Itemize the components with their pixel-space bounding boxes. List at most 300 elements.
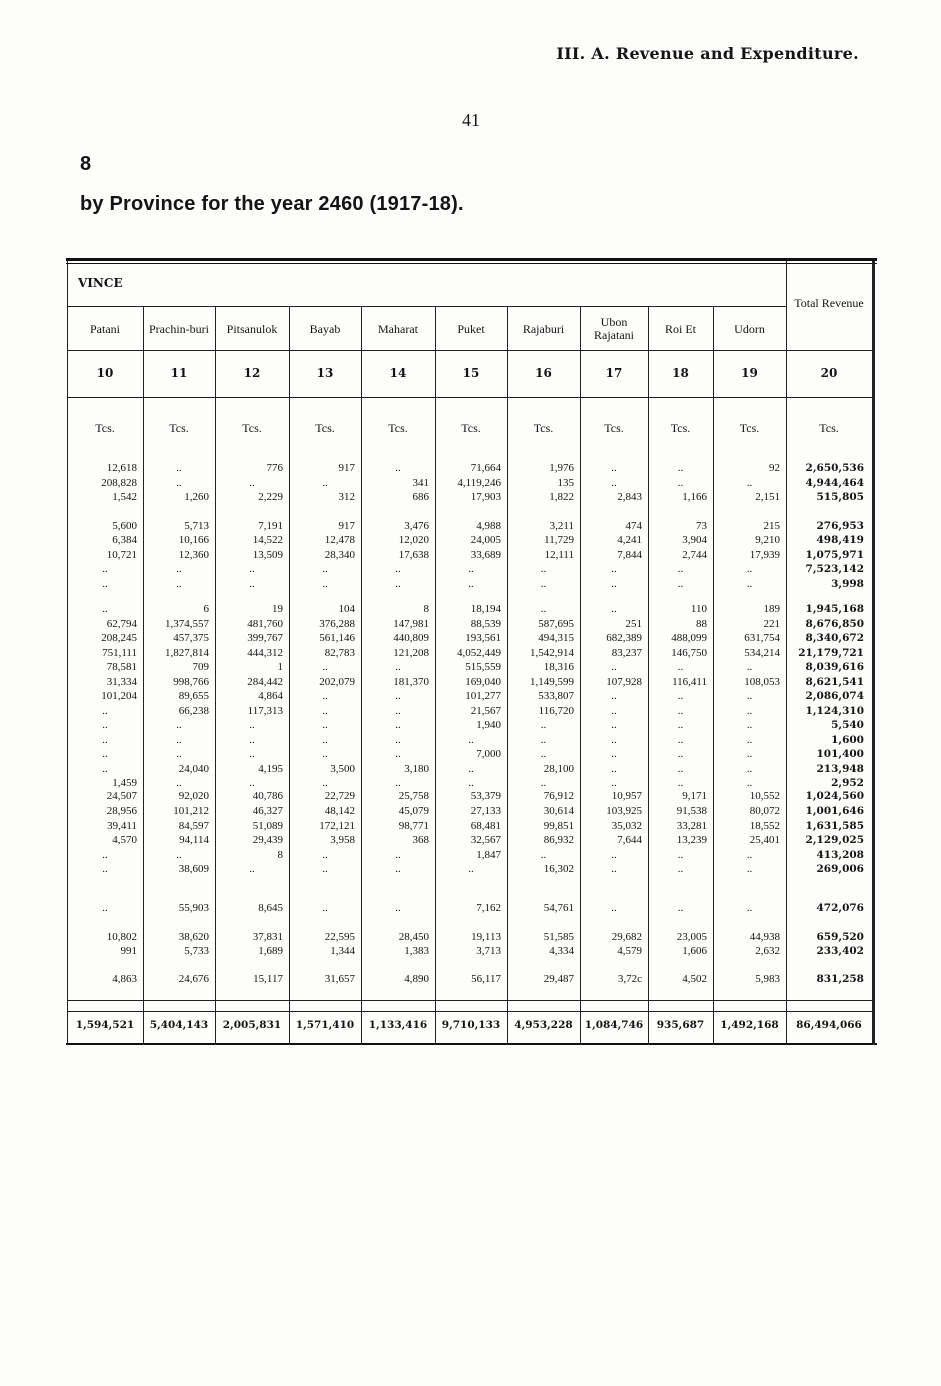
table-cell: .. <box>249 477 255 489</box>
grand-total-cell: 1,133,416 <box>368 1019 428 1031</box>
grand-total-cell: 935,687 <box>656 1019 705 1031</box>
table-cell: 1 <box>277 661 283 673</box>
table-cell: .. <box>468 734 474 746</box>
table-cell: 208,828 <box>101 477 137 489</box>
table-cell: .. <box>746 578 753 590</box>
table-cell: .. <box>540 578 547 590</box>
table-cell: 5,600 <box>112 520 137 532</box>
table-cell: 1,847 <box>476 849 501 861</box>
table-cell: .. <box>746 849 753 861</box>
table-cell: .. <box>468 863 474 875</box>
table-cell: 24,005 <box>470 534 501 546</box>
table-number: 8 <box>80 153 92 175</box>
total-cell: 498,419 <box>816 534 864 546</box>
table-cell: .. <box>468 777 474 789</box>
table-cell: 4,863 <box>112 973 137 985</box>
table-cell: 83,237 <box>611 647 642 659</box>
table-cell: 86,932 <box>543 834 574 846</box>
table-cell: 101,277 <box>465 690 501 702</box>
table-cell: .. <box>540 849 547 861</box>
table-cell: 6,384 <box>112 534 137 546</box>
table-cell: 14,522 <box>252 534 283 546</box>
grand-total-cell: 1,571,410 <box>295 1019 355 1031</box>
table-cell: 88,539 <box>470 618 501 630</box>
table-cell: .. <box>468 578 474 590</box>
table-cell: 399,767 <box>247 632 283 644</box>
table-cell: 1,542,914 <box>530 647 574 659</box>
table-cell: .. <box>249 719 255 731</box>
table-cell: 998,766 <box>173 676 209 688</box>
table-cell: .. <box>611 477 617 489</box>
unit-label: Tcs. <box>739 421 760 435</box>
column-number: 14 <box>389 366 407 380</box>
row-divider <box>67 1011 872 1012</box>
table-cell: 108,053 <box>744 676 780 688</box>
table-cell: 10,721 <box>106 549 137 561</box>
table-cell: 3,713 <box>476 945 501 957</box>
table-cell: 8 <box>277 849 283 861</box>
table-cell: 25,401 <box>749 834 780 846</box>
total-cell: 2,129,025 <box>805 834 864 846</box>
table-cell: .. <box>611 777 617 789</box>
table-cell: 45,079 <box>398 805 429 817</box>
column-header: Rajaburi <box>522 321 565 336</box>
table-cell: 48,142 <box>324 805 355 817</box>
table-cell: .. <box>322 477 328 489</box>
table-cell: 38,620 <box>178 931 209 943</box>
table-cell: .. <box>540 748 547 760</box>
table-cell: 709 <box>192 661 209 673</box>
column-number: 10 <box>96 366 114 380</box>
table-cell: .. <box>102 705 108 717</box>
unit-label: Tcs. <box>95 421 115 435</box>
table-cell: 17,903 <box>470 491 501 503</box>
table-cell: 2,744 <box>682 549 707 561</box>
table-cell: 51,089 <box>252 820 283 832</box>
grand-total-cell: 5,404,143 <box>149 1019 209 1031</box>
table-cell: 917 <box>338 462 355 474</box>
table-cell: 4,864 <box>258 690 283 702</box>
table-cell: 208,245 <box>101 632 137 644</box>
table-cell: 24,507 <box>106 790 137 802</box>
table-cell: .. <box>677 863 684 875</box>
table-cell: 21,567 <box>470 705 501 717</box>
grand-total-cell: 1,594,521 <box>75 1019 135 1031</box>
table-cell: .. <box>611 603 617 615</box>
total-cell: 413,208 <box>816 849 864 861</box>
unit-label: Tcs. <box>388 421 408 435</box>
table-cell: .. <box>102 563 108 575</box>
table-cell: 4,579 <box>617 945 642 957</box>
row-divider <box>67 350 872 351</box>
page-subtitle: by Province for the year 2460 (1917-18). <box>80 193 464 215</box>
table-cell: .. <box>176 777 182 789</box>
grand-total-cell: 2,005,831 <box>222 1019 282 1031</box>
table-cell: .. <box>102 719 108 731</box>
table-cell: 31,334 <box>106 676 137 688</box>
table-cell: .. <box>611 578 617 590</box>
table-cell: 10,957 <box>611 790 642 802</box>
table-cell: 284,442 <box>247 676 283 688</box>
table-cell: 101,212 <box>173 805 209 817</box>
table-cell: 12,111 <box>544 549 574 561</box>
column-number: 18 <box>672 366 689 380</box>
table-cell: 251 <box>625 618 642 630</box>
table-cell: 4,052,449 <box>457 647 501 659</box>
table-cell: 4,195 <box>258 763 283 775</box>
table-cell: 15,117 <box>253 973 283 985</box>
table-cell: .. <box>249 777 255 789</box>
column-number: 17 <box>605 366 623 380</box>
table-cell: 104 <box>338 603 355 615</box>
table-cell: 488,099 <box>671 632 707 644</box>
table-cell: .. <box>322 777 328 789</box>
column-header: Maharat <box>378 321 418 336</box>
total-cell: 3,998 <box>831 578 864 590</box>
table-cell: 107,928 <box>606 676 642 688</box>
section-title: III. A. Revenue and Expenditure. <box>556 44 859 63</box>
table-cell: 3,211 <box>549 520 574 532</box>
table-cell: .. <box>395 563 401 575</box>
table-cell: 78,581 <box>106 661 137 673</box>
table-cell: .. <box>677 763 684 775</box>
table-cell: .. <box>677 690 684 702</box>
table-cell: .. <box>746 563 753 575</box>
table-cell: 172,121 <box>319 820 355 832</box>
table-cell: .. <box>540 719 547 731</box>
total-cell: 1,075,971 <box>805 549 864 561</box>
table-cell: 62,794 <box>106 618 137 630</box>
table-cell: 3,904 <box>682 534 707 546</box>
table-cell: 4,988 <box>476 520 501 532</box>
table-cell: 101,204 <box>101 690 137 702</box>
total-cell: 21,179,721 <box>798 647 864 659</box>
table-cell: 68,481 <box>470 820 501 832</box>
table-cell: 494,315 <box>538 632 574 644</box>
column-number: 19 <box>741 366 758 380</box>
table-cell: .. <box>746 763 753 775</box>
table-cell: .. <box>611 563 617 575</box>
table-cell: .. <box>102 763 108 775</box>
table-cell: .. <box>468 563 474 575</box>
table-cell: .. <box>395 734 401 746</box>
table-cell: 10,552 <box>749 790 780 802</box>
total-cell: 8,676,850 <box>805 618 864 630</box>
table-cell: .. <box>395 902 401 914</box>
table-cell: 169,040 <box>465 676 501 688</box>
table-cell: 8,645 <box>258 902 283 914</box>
table-cell: 37,831 <box>252 931 283 943</box>
table-cell: .. <box>322 661 328 673</box>
table-cell: 88 <box>696 618 707 630</box>
table-cell: 3,958 <box>330 834 355 846</box>
column-number: 16 <box>535 366 552 380</box>
grand-total-cell: 1,492,168 <box>720 1019 779 1031</box>
unit-label: Tcs. <box>242 421 262 435</box>
table-cell: .. <box>395 661 401 673</box>
total-cell: 2,952 <box>831 777 864 789</box>
table-cell: .. <box>249 748 255 760</box>
table-cell: .. <box>249 734 255 746</box>
table-cell: 2,151 <box>755 491 780 503</box>
table-cell: 22,595 <box>324 931 355 943</box>
table-cell: .. <box>611 849 617 861</box>
table-cell: 1,383 <box>404 945 429 957</box>
total-cell: 831,258 <box>816 973 864 985</box>
table-cell: 29,439 <box>252 834 283 846</box>
unit-label: Tcs. <box>315 421 335 435</box>
table-cell: 561,146 <box>319 632 355 644</box>
table-cell: 682,389 <box>606 632 642 644</box>
table-cell: 29,682 <box>611 931 642 943</box>
total-cell: 1,631,585 <box>805 820 864 832</box>
table-cell: 3,72c <box>617 973 642 985</box>
table-cell: 32,567 <box>470 834 501 846</box>
column-header: Roi Et <box>664 321 696 336</box>
table-cell: 631,754 <box>744 632 780 644</box>
table-cell: .. <box>677 477 684 489</box>
table-cell: 4,570 <box>112 834 137 846</box>
table-cell: 312 <box>338 491 355 503</box>
table-cell: 4,241 <box>617 534 642 546</box>
table-cell: 376,288 <box>319 618 355 630</box>
table-cell: .. <box>746 748 753 760</box>
table-cell: 56,117 <box>471 973 501 985</box>
table-cell: 1,689 <box>258 945 283 957</box>
table-cell: .. <box>176 462 182 474</box>
table-cell: 7,191 <box>258 520 283 532</box>
table-cell: 33,689 <box>470 549 501 561</box>
table-cell: 1,940 <box>476 719 501 731</box>
unit-label: Tcs. <box>819 421 839 435</box>
total-cell: 8,340,672 <box>805 632 864 644</box>
table-cell: 82,783 <box>324 647 355 659</box>
table-cell: .. <box>395 777 401 789</box>
table-cell: .. <box>611 705 617 717</box>
table-cell: 481,760 <box>247 618 283 630</box>
table-cell: 7,000 <box>476 748 501 760</box>
table-cell: 24,040 <box>178 763 209 775</box>
table-cell: 1,827,814 <box>165 647 209 659</box>
table-cell: 1,822 <box>549 491 574 503</box>
table-cell: 28,340 <box>324 549 355 561</box>
table-cell: .. <box>746 863 753 875</box>
unit-label: Tcs. <box>604 421 624 435</box>
table-cell: .. <box>322 748 328 760</box>
table-cell: 51,585 <box>543 931 574 943</box>
column-number: 15 <box>462 366 480 380</box>
table-cell: .. <box>322 849 328 861</box>
column-header: Prachin-buri <box>149 321 209 336</box>
table-cell: 1,976 <box>549 462 574 474</box>
table-cell: 515,559 <box>465 661 501 673</box>
table-cell: 3,500 <box>330 763 355 775</box>
table-cell: .. <box>746 477 753 489</box>
table-cell: 116,720 <box>538 705 574 717</box>
table-cell: .. <box>176 477 182 489</box>
table-cell: .. <box>102 734 108 746</box>
unit-label: Tcs. <box>533 421 554 435</box>
table-cell: 1,459 <box>112 777 137 789</box>
table-cell: .. <box>176 849 182 861</box>
table-cell: 89,655 <box>178 690 209 702</box>
table-cell: 73 <box>696 520 707 532</box>
grand-total-cell: 4,953,228 <box>514 1019 573 1031</box>
table-cell: 4,119,246 <box>457 477 501 489</box>
table-cell: .. <box>102 849 108 861</box>
table-cell: 98,771 <box>398 820 429 832</box>
table-cell: .. <box>176 578 182 590</box>
table-cell: 33,281 <box>676 820 707 832</box>
table-cell: .. <box>677 705 684 717</box>
total-cell: 1,001,646 <box>805 805 864 817</box>
table-cell: 92 <box>769 462 780 474</box>
table-cell: 9,210 <box>755 534 780 546</box>
grand-total-cell: 86,494,066 <box>796 1019 862 1031</box>
table-cell: 193,561 <box>465 632 501 644</box>
table-cell: 30,614 <box>543 805 574 817</box>
table-cell: 116,411 <box>672 676 707 688</box>
table-cell: .. <box>611 661 617 673</box>
table-cell: 1,344 <box>330 945 355 957</box>
table-cell: 135 <box>557 477 574 489</box>
table-cell: 44,938 <box>749 931 780 943</box>
row-divider <box>67 1000 872 1001</box>
table-cell: .. <box>322 690 328 702</box>
table-cell: .. <box>395 863 401 875</box>
table-cell: 110 <box>690 603 707 615</box>
table-cell: .. <box>322 705 328 717</box>
table-cell: .. <box>746 690 753 702</box>
table-cell: .. <box>677 777 684 789</box>
table-cell: .. <box>611 748 617 760</box>
table-cell: 3,476 <box>404 520 429 532</box>
table-cell: 55,903 <box>178 902 209 914</box>
table-cell: 35,032 <box>611 820 642 832</box>
total-cell: 2,086,074 <box>805 690 864 702</box>
table-cell: .. <box>322 734 328 746</box>
table-cell: 11,729 <box>544 534 574 546</box>
table-cell: 12,360 <box>178 549 209 561</box>
table-cell: 1,374,557 <box>165 618 209 630</box>
table-cell: 7,844 <box>617 549 642 561</box>
table-cell: 84,597 <box>178 820 209 832</box>
table-cell: 1,149,599 <box>530 676 574 688</box>
table-cell: 147,981 <box>393 618 429 630</box>
table-cell: 189 <box>763 603 780 615</box>
group-label: VINCE <box>78 276 123 290</box>
column-number: 20 <box>820 366 838 380</box>
table-cell: .. <box>102 748 108 760</box>
table-cell: 202,079 <box>319 676 355 688</box>
table-cell: .. <box>176 748 182 760</box>
table-cell: .. <box>102 863 108 875</box>
page-number: 41 <box>462 110 480 130</box>
total-cell: 1,124,310 <box>805 705 864 717</box>
table-cell: .. <box>322 563 328 575</box>
table-cell: 31,657 <box>324 973 355 985</box>
table-cell: 10,166 <box>178 534 209 546</box>
table-cell: .. <box>395 690 401 702</box>
table-cell: 7,162 <box>476 902 501 914</box>
table-cell: 13,509 <box>252 549 283 561</box>
table-cell: 12,020 <box>398 534 429 546</box>
table-cell: .. <box>322 902 328 914</box>
table-cell: .. <box>176 734 182 746</box>
table-cell: 2,843 <box>617 491 642 503</box>
table-cell: 29,487 <box>543 973 574 985</box>
row-divider <box>67 397 872 398</box>
table-cell: 38,609 <box>178 863 209 875</box>
table-cell: .. <box>611 863 617 875</box>
table-cell: 4,890 <box>404 973 429 985</box>
table-cell: 16,302 <box>543 863 574 875</box>
table-cell: .. <box>611 902 617 914</box>
table-cell: .. <box>746 902 753 914</box>
table-cell: .. <box>677 719 684 731</box>
table-cell: 94,114 <box>179 834 209 846</box>
table-cell: .. <box>102 902 108 914</box>
table-cell: 12,618 <box>106 462 137 474</box>
total-cell: 2,650,536 <box>805 462 864 474</box>
table-cell: 17,939 <box>749 549 780 561</box>
table-cell: 66,238 <box>178 705 209 717</box>
column-header: Bayab <box>309 321 341 336</box>
row-divider <box>67 306 786 307</box>
table-cell: .. <box>395 705 401 717</box>
table-cell: 2,229 <box>258 491 283 503</box>
total-cell: 1,024,560 <box>805 790 864 802</box>
table-rule-bottom <box>66 1043 877 1045</box>
unit-label: Tcs. <box>169 421 189 435</box>
table-cell: .. <box>395 849 401 861</box>
table-cell: 181,370 <box>393 676 429 688</box>
table-cell: .. <box>322 578 328 590</box>
column-header: Udorn <box>734 321 765 336</box>
total-cell: 472,076 <box>816 902 864 914</box>
table-cell: 24,676 <box>178 973 209 985</box>
table-cell: .. <box>746 719 753 731</box>
table-cell: 1,166 <box>682 491 707 503</box>
column-number: 11 <box>170 366 188 380</box>
table-cell: 18,552 <box>749 820 780 832</box>
table-cell: .. <box>611 734 617 746</box>
grand-total-cell: 1,084,746 <box>584 1019 644 1031</box>
table-cell: 686 <box>412 491 429 503</box>
table-cell: 23,005 <box>676 931 707 943</box>
total-cell: 1,600 <box>831 734 864 746</box>
table-cell: 368 <box>412 834 429 846</box>
total-cell: 8,039,616 <box>805 661 864 673</box>
table-cell: 12,478 <box>324 534 355 546</box>
table-cell: 1,542 <box>112 491 137 503</box>
table-cell: 19 <box>272 603 283 615</box>
table-cell: .. <box>746 705 753 717</box>
table-cell: 5,983 <box>755 973 780 985</box>
total-cell: 1,945,168 <box>805 603 864 615</box>
table-cell: 457,375 <box>173 632 209 644</box>
table-cell: .. <box>395 578 401 590</box>
table-cell: 28,450 <box>398 931 429 943</box>
table-cell: .. <box>746 661 753 673</box>
total-cell: 101,400 <box>816 748 864 760</box>
table-cell: 9,171 <box>682 790 707 802</box>
column-header: Ubon Rajatani <box>594 315 634 342</box>
table-cell: 991 <box>120 945 137 957</box>
total-cell: 7,523,142 <box>805 563 864 575</box>
table-cell: .. <box>677 902 684 914</box>
table-cell: 533,807 <box>538 690 574 702</box>
